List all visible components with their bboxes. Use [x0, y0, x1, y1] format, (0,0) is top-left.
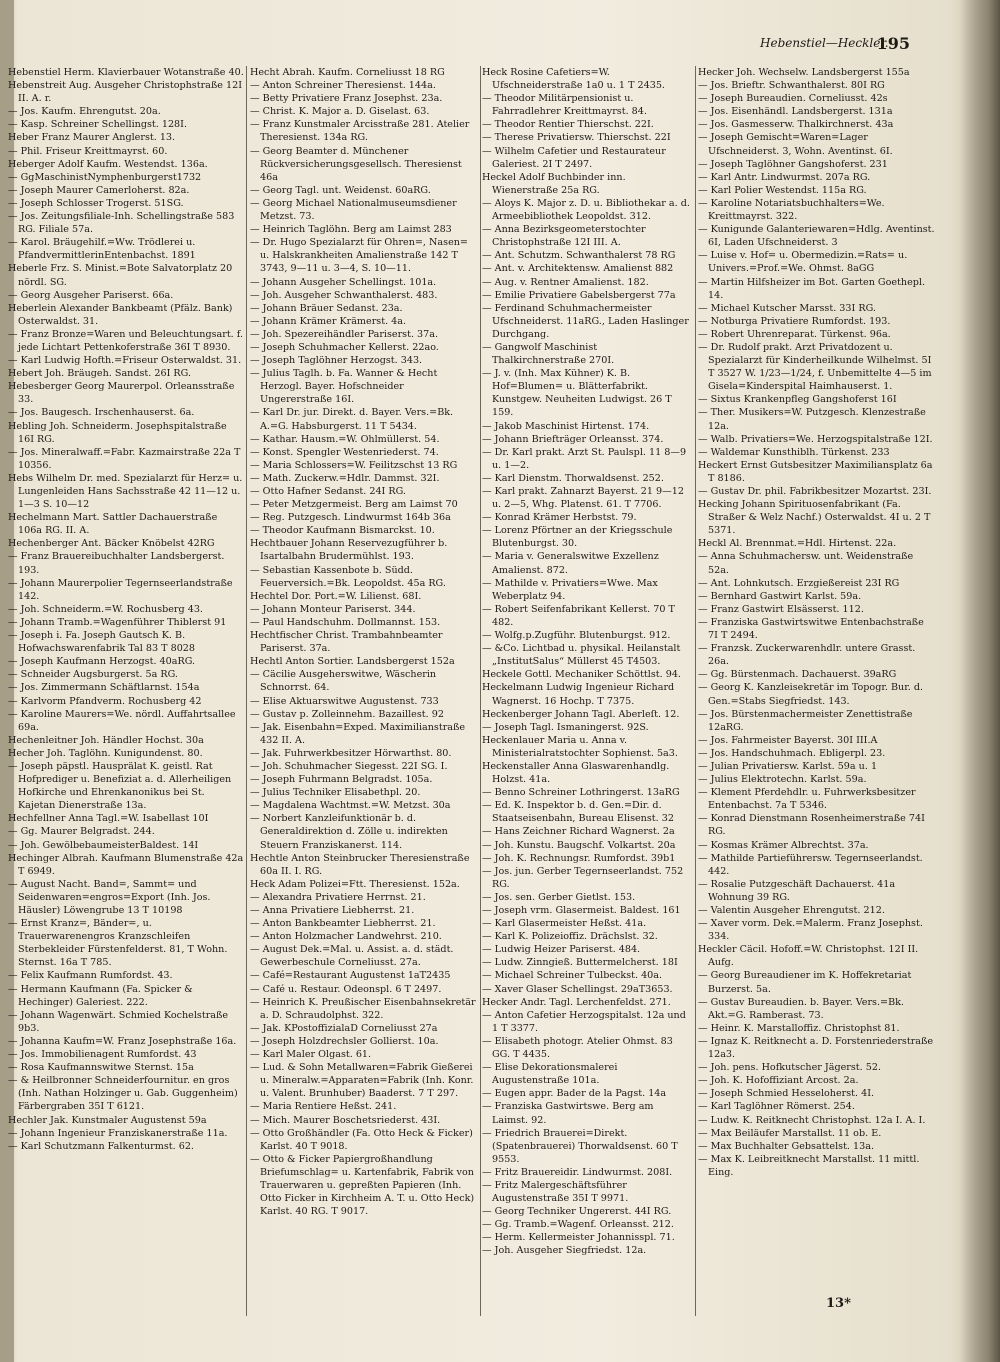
- directory-entry: Heckenstaller Anna Glaswarenhandlg. Holzst. 41a.: [482, 760, 670, 786]
- directory-entry: — & Heilbronner Schneiderfournitur. en gros (Inh. Nathan Holzinger u. Gab. Guggenheim) Färbergraben 35I T 6121.: [8, 1075, 238, 1113]
- directory-entry: — Joh. Ausgeher Siegfriedst. 12a.: [482, 1245, 647, 1257]
- directory-entry: — Max K. Leibreitknecht Marstallst. 11 mittl. Eing.: [698, 1153, 920, 1178]
- directory-entry: — Robert Uhrenreparat. Türkenst. 96a.: [698, 328, 891, 340]
- running-title: Hebenstiel—Heckler.: [760, 36, 889, 50]
- directory-entry: — Cäcilie Ausgeherswitwe, Wäscherin Schnorrst. 64.: [250, 669, 437, 694]
- directory-entry: Hecher Joh. Taglöhn. Kunigundenst. 80.: [8, 747, 203, 759]
- directory-entry: Heckenberger Johann Tagl. Aberleſt. 12.: [482, 708, 680, 720]
- directory-entry: — Georg Tagl. unt. Weidenst. 60aRG.: [250, 184, 431, 196]
- directory-entry: — Ant. Lohnkutsch. Erzgießereist 23I RG: [698, 577, 900, 589]
- directory-entry: — Maria Schlossers=W. Feilitzschst 13 RG: [250, 459, 458, 471]
- directory-entry: Heckel Adolf Buchbinder inn. Wienerstraße 25a RG.: [482, 171, 626, 196]
- directory-entry: — Xaver Glaser Schellingst. 29aT3653.: [482, 983, 673, 995]
- directory-entry: Hecker Joh. Wechselw. Landsbergerst 155a: [698, 67, 910, 78]
- directory-entry: — Wilhelm Cafetier und Restaurateur Galeriest. 2I T 2497.: [482, 145, 666, 170]
- directory-entry: — Ferdinand Schuhmachermeister Ufschneiderst. 11aRG., Laden Haslinger Durchgang.: [482, 302, 689, 340]
- directory-entry: Heberger Adolf Kaufm. Westendst. 136a.: [8, 158, 208, 170]
- directory-entry: — Ed. K. Inspektor b. d. Gen.=Dir. d. Staatseisenbahn, Bureau Elisenst. 32: [482, 800, 674, 825]
- directory-entry: — Math. Zuckerw.=Hdlr. Dammst. 32I.: [250, 472, 440, 484]
- directory-entry: Hechtbauer Johann Reservezugführer b. Isartalbahn Brudermühlst. 193.: [250, 538, 448, 563]
- directory-entry: — Franz Brauereibuchhalter Landsbergerst. 193.: [8, 551, 225, 576]
- directory-entry: — Karl prakt. Zahnarzt Bayerst. 21 9—12 u. 2—5, Whg. Platenst. 61. T 7706.: [482, 486, 684, 511]
- directory-entry: — Joh. Schneiderm.=W. Rochusberg 43.: [8, 603, 203, 615]
- directory-entry: — Mathilde Partieführersw. Tegernseerlandst. 442.: [698, 852, 923, 877]
- directory-entry: — Anna Bezirksgeometerstochter Christophstraße 12I III. A.: [482, 224, 646, 249]
- directory-entry: — Ant. Schutzm. Schwanthalerst 78 RG: [482, 250, 676, 262]
- directory-entry: — Anton Bankbeamter Liebherrst. 21.: [250, 918, 436, 930]
- directory-entry: — Johann Wagenwärt. Schmied Kochelstraße 9b3.: [8, 1009, 229, 1034]
- directory-entry: — Anton Holzmacher Landwehrst. 210.: [250, 931, 442, 943]
- directory-entry: — Karl Antr. Lindwurmst. 207a RG.: [698, 171, 871, 183]
- directory-entry: — Franziska Gastwirtswitwe Entenbachstraße 7I T 2494.: [698, 616, 924, 642]
- directory-entry: — Rosalie Putzgeschäft Dachauerst. 41a Wohnung 39 RG.: [698, 878, 896, 903]
- directory-entry: — Joseph Bureaudien. Corneliusst. 42s: [698, 93, 888, 105]
- directory-entry: Hecht Abrah. Kaufm. Corneliusst 18 RG: [250, 67, 445, 78]
- directory-entry: — Jos. Gasmesserw. Thalkirchnerst. 43a: [698, 119, 894, 131]
- directory-entry: — Karl Dienstm. Thorwaldsenst. 252.: [482, 472, 664, 484]
- directory-entry: — Herm. Kellermeister Johannisspl. 71.: [482, 1232, 675, 1244]
- directory-entry: — Joseph Holzdrechsler Gollierst. 10a.: [250, 1035, 439, 1047]
- directory-entry: — Betty Privatiere Franz Josephst. 23a.: [250, 93, 443, 105]
- directory-entry: — Mathilde v. Privatiers=Wwe. Max Weberplatz 94.: [482, 577, 658, 602]
- directory-entry: — Jos. Brieftr. Schwanthalerst. 80I RG: [698, 80, 885, 92]
- directory-entry: — Dr. Rudolf prakt. Arzt Privatdozent u. Spezialarzt für Kinderheilkunde Wilhelmst. 5I T 3527 W. 1/23—1/24, f. Unbemittelte 4—5 im Gisela=Kinderspital Haimhauserst. 1.: [698, 341, 932, 393]
- directory-entry: — Jos. Zeitungsfiliale-Inh. Schellingstraße 583 RG. Filiale 57a.: [8, 211, 235, 236]
- directory-entry: Hechtel Dor. Port.=W. Lilienst. 68I.: [250, 590, 422, 602]
- signature-mark: 13*: [826, 1296, 851, 1311]
- directory-entry: — Jos. Fahrmeister Bayerst. 30I III.A: [698, 734, 878, 746]
- directory-entry: — Joseph Tagl. Ismaningerst. 92S.: [482, 721, 649, 733]
- directory-entry: — Johann Monteur Pariserst. 344.: [250, 603, 416, 615]
- directory-entry: — Ludw. Zinngieß. Buttermelcherst. 18I: [482, 957, 678, 969]
- directory-entry: — Gustav p. Zolleinnehm. Bazaillest. 92: [250, 708, 444, 720]
- directory-entry: — Café=Restaurant Augustenst 1aT2435: [250, 970, 451, 982]
- directory-entry: — Franz Gastwirt Elsässerst. 112.: [698, 603, 864, 615]
- directory-entry: — Johann Briefträger Orleansst. 374.: [482, 433, 664, 445]
- directory-entry: — Joseph Maurer Camerloherst. 82a.: [8, 184, 190, 196]
- directory-entry: — Martin Hilfsheizer im Bot. Garten Goethepl. 14.: [698, 276, 926, 301]
- directory-entry: — Anna Schuhmachersw. unt. Weidenstraße 52a.: [698, 551, 914, 576]
- directory-entry: — Waldemar Kunsthiblh. Türkenst. 233: [698, 446, 890, 458]
- directory-entry: — Joh. GewölbebaumeisterBaldest. 14I: [8, 839, 199, 851]
- directory-entry: — Karl Taglöhner Römerst. 254.: [698, 1101, 855, 1113]
- directory-entry: — Theodor Rentier Thierschst. 22I.: [482, 119, 654, 131]
- directory-entry: — Anton Schreiner Theresienst. 144a.: [250, 80, 436, 92]
- directory-entry: — Kunigunde Galanteriewaren=Hdlg. Aventinst. 6I, Laden Ufschneiderst. 3: [698, 224, 935, 249]
- directory-entry: — Ludwig Heizer Pariserst. 484.: [482, 944, 641, 956]
- directory-entry: Hechler Jak. Kunstmaler Augustenst 59a: [8, 1114, 207, 1126]
- directory-entry: — Benno Schreiner Lothringerst. 13aRG: [482, 787, 680, 799]
- directory-entry: — Karoline Notariatsbuchhalters=We. Kreittmayrst. 322.: [698, 197, 885, 223]
- directory-entry: — Michael Kutscher Marsst. 33I RG.: [698, 302, 876, 314]
- directory-entry: — Peter Metzgermeist. Berg am Laimst 70: [250, 499, 458, 511]
- directory-entry: — Jos. Bürstenmachermeister Zenettistraße 12aRG.: [698, 708, 913, 733]
- directory-entry: — Gg. Bürstenmach. Dachauerst. 39aRG: [698, 669, 897, 681]
- column-rule: [480, 66, 481, 1316]
- directory-entry: — Gg. Tramb.=Wagenf. Orleansst. 212.: [482, 1219, 674, 1231]
- directory-entry: — Joh. Ausgeher Schwanthalerst. 483.: [250, 289, 438, 301]
- page-header: [760, 36, 910, 56]
- directory-entry: — Konrad Dienstmann Rosenheimerstraße 74I RG.: [698, 813, 925, 838]
- directory-entry: — Georg Beamter d. Münchener Rückversicherungsgesellsch. Theresienst 46a: [250, 145, 462, 183]
- directory-entry: — Theodor Kaufmann Bismarckst. 10.: [250, 525, 435, 537]
- directory-entry: — Joh. Kunstu. Baugschf. Volkartst. 20a: [482, 839, 676, 851]
- directory-entry: — Notburga Privatiere Rumfordst. 193.: [698, 315, 891, 327]
- directory-entry: — Otto Hafner Sedanst. 24I RG.: [250, 486, 406, 497]
- directory-entry: Heberle Frz. S. Minist.=Bote Salvatorplatz 20 nördl. SG.: [8, 263, 233, 288]
- directory-entry: — Joseph Taglöhner Herzogst. 343.: [250, 355, 423, 367]
- directory-entry: — Anton Cafetier Herzogspitalst. 12a und 1 T 3377.: [482, 1009, 686, 1034]
- directory-entry: — Reg. Putzgesch. Lindwurmst 164b 36a: [250, 512, 451, 524]
- directory-entry: — Franz Kunstmaler Arcisstraße 281. Atelier Theresienst. 134a RG.: [250, 119, 470, 144]
- directory-entry: Hechtfischer Christ. Trambahnbeamter Pariserst. 37a.: [250, 630, 443, 655]
- directory-entry: — Karl Maler Olgast. 61.: [250, 1049, 372, 1061]
- directory-entry: — Heinrich K. Preußischer Eisenbahnsekretär a. D. Schraudolphst. 322.: [250, 996, 476, 1021]
- directory-entry: — Joseph Fuhrmann Belgradst. 105a.: [250, 774, 433, 786]
- directory-entry: — Ther. Musikers=W. Putzgesch. Klenzestraße 12a.: [698, 407, 926, 432]
- directory-entry: — Konst. Spengler Westenriederst. 74.: [250, 446, 439, 458]
- directory-entry: Hechenleitner Joh. Händler Hochst. 30a: [8, 734, 204, 746]
- directory-entry: — Karl Dr. jur. Direkt. d. Bayer. Vers.=Bk. A.=G. Habsburgerst. 11 T 5434.: [250, 407, 454, 432]
- directory-entry: Heckenlauer Maria u. Anna v. Ministerialratstochter Sophienst. 5a3.: [482, 734, 678, 759]
- directory-entry: — Sixtus Krankenpfleg Gangshoferst 16I: [698, 394, 897, 406]
- directory-entry: — Dr. Karl prakt. Arzt St. Paulspl. 11 8—9 u. 1—2.: [482, 446, 687, 471]
- directory-entry: — Joh. K. Hofoffiziant Arcost. 2a.: [698, 1075, 859, 1087]
- directory-entry: Heck Adam Polizei=Ftt. Theresienst. 152a.: [250, 878, 460, 890]
- directory-entry: Heckele Gottl. Mechaniker Schöttlst. 94.: [482, 669, 681, 681]
- directory-entry: — Konrad Krämer Herbstst. 79.: [482, 512, 637, 524]
- directory-entry: Hechenberger Ant. Bäcker Knöbelst 42RG: [8, 538, 215, 550]
- directory-entry: — Elise Aktuarswitwe Augustenst. 733: [250, 695, 439, 707]
- directory-entry: — Karl Ludwig Hofth.=Friseur Osterwaldst. 31.: [8, 355, 242, 367]
- directory-entry: Heckert Ernst Gutsbesitzer Maximiliansplatz 6a T 8186.: [698, 459, 933, 484]
- directory-entry: — Fritz Brauereidir. Lindwurmst. 208I.: [482, 1166, 673, 1178]
- directory-entry: — Paul Handschuhm. Dollmannst. 153.: [250, 616, 441, 628]
- directory-entry: — Georg Michael Nationalmuseumsdiener Metzst. 73.: [250, 197, 457, 223]
- directory-entry: — Georg Techniker Ungererst. 44I RG.: [482, 1206, 672, 1218]
- directory-entry: — Johann Maurerpolier Tegernseerlandstraße 142.: [8, 577, 233, 602]
- directory-entry: — Xaver vorm. Dek.=Malerm. Franz Josephst. 334.: [698, 918, 923, 943]
- directory-entry: — Julian Privatiersw. Karlst. 59a u. 1: [698, 760, 878, 772]
- directory-entry: Hebs Wilhelm Dr. med. Spezialarzt für Herz= u. Lungenleiden Hans Sachsstraße 42 11—12 u. 1—3 S. 10—12: [8, 472, 243, 511]
- directory-entry: — Christ. K. Major a. D. Giselast. 63.: [250, 106, 430, 118]
- directory-entry: — Johann Ingenieur Franziskanerstraße 11a.: [8, 1127, 228, 1139]
- directory-entry: Heckelmann Ludwig Ingenieur Richard Wagnerst. 16 Hochp. T 7375.: [482, 682, 675, 707]
- directory-entry: — Elisabeth photogr. Atelier Ohmst. 83 GG. T 4435.: [482, 1035, 673, 1061]
- directory-entry: — Phil. Friseur Kreittmayrst. 60.: [8, 145, 168, 157]
- directory-entry: — Joh. K. Rechnungsr. Rumfordst. 39b1: [482, 852, 676, 864]
- directory-entry: — Heinr. K. Marstalloffiz. Christophst 81.: [698, 1022, 900, 1034]
- directory-entry: — Joseph i. Fa. Joseph Gautsch K. B. Hofwachswarenfabrik Tal 83 T 8028: [8, 630, 196, 655]
- directory-entry: — Jos. Mineralwaff.=Fabr. Kazmairstraße 22a T 10356.: [8, 446, 241, 471]
- column-4: [698, 66, 936, 1316]
- directory-entry: — Julius Elektrotechn. Karlst. 59a.: [698, 774, 867, 786]
- directory-entry: Heck Rosine Cafetiers=W. Ufschneiderstraße 1a0 u. 1 T 2435.: [482, 67, 665, 92]
- directory-entry: — Hans Zeichner Richard Wagnerst. 2a: [482, 826, 675, 838]
- directory-entry: — Joseph Schlosser Trogerst. 51SG.: [8, 197, 184, 209]
- directory-entry: — Karl Glasermeister Heßst. 41a.: [482, 918, 647, 930]
- directory-entry: — Mich. Maurer Boschetsriederst. 43I.: [250, 1114, 441, 1126]
- directory-entry: — Joseph vrm. Glasermeist. Baldest. 161: [482, 905, 681, 916]
- directory-entry: — August Dek.=Mal. u. Assist. a. d. städt. Gewerbeschule Corneliusst. 27a.: [250, 944, 454, 969]
- directory-entry: — Jos. Zimmermann Schäftlarnst. 154a: [8, 682, 200, 694]
- directory-entry: — Heinrich Taglöhn. Berg am Laimst 283: [250, 224, 452, 236]
- page-edge-shadow: [960, 0, 1000, 1362]
- directory-entry: — Karl K. Polizeioffiz. Drächslst. 32.: [482, 931, 658, 943]
- directory-entry: — Jak. Eisenbahn=Exped. Maximilianstraße 432 II. A.: [250, 721, 466, 746]
- directory-entry: — Felix Kaufmann Rumfordst. 43.: [8, 970, 173, 982]
- directory-entry: Hechfellner Anna Tagl.=W. Isabellast 10I: [8, 813, 209, 825]
- column-1: [8, 66, 244, 1316]
- directory-entry: — Robert Seifenfabrikant Kellerst. 70 T 482.: [482, 603, 675, 628]
- directory-entry: — Bernhard Gastwirt Karlst. 59a.: [698, 590, 862, 602]
- directory-entry: — Ludw. K. Reitknecht Christophst. 12a I. A. I.: [698, 1114, 926, 1126]
- directory-entry: — Walb. Privatiers=We. Herzogspitalstraße 12I.: [698, 433, 933, 445]
- directory-entry: — Julius Techniker Elisabethpl. 20.: [250, 787, 421, 799]
- directory-entry: — Karl Schutzmann Falkenturmst. 62.: [8, 1140, 194, 1152]
- directory-entry: Hechelmann Mart. Sattler Dachauerstraße 106a RG. II. A.: [8, 512, 218, 537]
- directory-entry: — Jos. Baugesch. Irschenhauserst. 6a.: [8, 407, 195, 419]
- directory-entry: — Franziska Gastwirtswe. Berg am Laimst. 92.: [482, 1101, 654, 1126]
- directory-entry: — Sebastian Kassenbote b. Südd. Feuerversich.=Bk. Leopoldst. 45a RG.: [250, 564, 446, 589]
- directory-entry: — Kathar. Hausm.=W. Ohlmüllerst. 54.: [250, 433, 440, 445]
- column-rule: [246, 66, 247, 1316]
- column-2: [250, 66, 478, 1316]
- directory-entry: — Jos. jun. Gerber Tegernseerlandst. 752 RG.: [482, 865, 684, 890]
- column-rule: [695, 66, 696, 1316]
- directory-entry: — Jak. KPostoffizialaD Corneliusst 27a: [250, 1022, 438, 1034]
- directory-entry: Hebert Joh. Bräugeh. Sandst. 26I RG.: [8, 368, 192, 380]
- directory-entry: — Jakob Maschinist Hirtenst. 174.: [482, 420, 650, 432]
- directory-entry: — Kasp. Schreiner Schellingst. 128I.: [8, 119, 187, 131]
- directory-entry: — Karlvorm Pfandverm. Rochusberg 42: [8, 695, 202, 707]
- directory-entry: — Therese Privatiersw. Thierschst. 22I: [482, 132, 671, 144]
- directory-entry: — Georg K. Kanzleisekretär im Topogr. Bur. d. Gen.=Stabs Siegfriedst. 143.: [698, 682, 924, 707]
- directory-entry: — Schneider Augsburgerst. 5a RG.: [8, 669, 178, 681]
- directory-entry: Hebenstiel Herm. Klavierbauer Wotanstraße 40.: [8, 67, 244, 78]
- directory-entry: — Otto Großhändler (Fa. Otto Heck & Ficker) Karlst. 40 T 9018.: [250, 1127, 473, 1152]
- directory-entry: — Café u. Restaur. Odeonspl. 6 T 2497.: [250, 983, 442, 995]
- directory-entry: — Karol. Bräugehilf.=Ww. Trödlerei u. PfandvermittlerinEntenbachst. 1891: [8, 237, 196, 262]
- directory-entry: — Rosa Kaufmannswitwe Sternst. 15a: [8, 1062, 194, 1074]
- directory-entry: — Kosmas Krämer Albrechtst. 37a.: [698, 839, 869, 851]
- directory-entry: Heckl Al. Brennmat.=Hdl. Hirtenst. 22a.: [698, 538, 897, 550]
- directory-entry: — Joseph Gemischt=Waren=Lager Ufschneiderst. 3, Wohn. Aventinst. 6I.: [698, 132, 893, 157]
- directory-entry: Hebenstreit Aug. Ausgeher Christophstraße 12I II. A. r.: [8, 80, 243, 105]
- directory-entry: — Joseph Schuhmacher Kellerst. 22ao.: [250, 341, 439, 353]
- directory-entry: — Friedrich Brauerei=Direkt. (Spatenbrauerei) Thorwaldsenst. 60 T 9553.: [482, 1127, 678, 1165]
- directory-entry: — Franz Bronze=Waren und Beleuchtungsart. f. jede Lichtart Pettenkoferstraße 36I T 8930.: [8, 328, 244, 353]
- directory-entry: — Georg Ausgeher Pariserst. 66a.: [8, 289, 174, 301]
- directory-entry: — Eugen appr. Bader de la Pagst. 14a: [482, 1088, 667, 1100]
- directory-entry: Hebesberger Georg Maurerpol. Orleansstraße 33.: [8, 381, 235, 406]
- directory-entry: — GgMaschinistNymphenburgerst1732: [8, 171, 202, 183]
- directory-entry: — Elise Dekorationsmalerei Augustenstraße 101a.: [482, 1062, 618, 1087]
- page-number: 195: [876, 34, 910, 53]
- directory-entry: — Gangwolf Maschinist Thalkirchnerstraße 270I.: [482, 341, 615, 367]
- directory-entry: Hecking Johann Spirituosenfabrikant (Fa. Straßer & Welz Nachf.) Osterwaldst. 4I u. 2 T 5371.: [698, 499, 931, 537]
- directory-entry: — Aug. v. Rentner Amalienst. 182.: [482, 276, 649, 288]
- directory-entry: — Ignaz K. Reitknecht a. D. Forstenriederstraße 12a3.: [698, 1035, 934, 1061]
- directory-entry: — Georg Bureaudiener im K. Hoffekretariat Burzerst. 5a.: [698, 970, 912, 995]
- directory-entry: — Joseph Schmied Hesseloherst. 4I.: [698, 1088, 875, 1100]
- directory-entry: — Johann Tramb.=Wagenführer Thiblerst 91: [8, 616, 227, 628]
- directory-entry: — August Nacht. Band=, Sammt= und Seidenwaren=engros=Export (Inh. Jos. Häusler) Löwengrube 13 T 10198: [8, 878, 211, 916]
- directory-entry: — Aloys K. Major z. D. u. Bibliothekar a. d. Armeebibliothek Leopoldst. 312.: [482, 197, 690, 223]
- directory-entry: — Lorenz Pförtner an der Kriegsschule Blutenburgst. 30.: [482, 525, 673, 550]
- directory-entry: — Joseph Taglöhner Gangshoferst. 231: [698, 158, 888, 170]
- directory-entry: — Johann Ausgeher Schellingst. 101a.: [250, 276, 437, 288]
- directory-entry: Heber Franz Maurer Anglerst. 13.: [8, 132, 176, 144]
- directory-entry: Heckler Cäcil. Hofoff.=W. Christophst. 12I II. Aufg.: [698, 944, 919, 969]
- directory-entry: — Joseph päpstl. Hausprälat K. geistl. Rat Hofprediger u. Benefiziat a. d. Allerheiligen Hofkirche und Ehrenkanonikus bei St. Kajetan Dienerstraße 13a.: [8, 760, 232, 812]
- directory-entry: — Max Buchhalter Gebsattelst. 13a.: [698, 1140, 874, 1152]
- directory-entry: — Luise v. Hof= u. Obermedizin.=Rats= u. Univers.=Prof.=We. Ohmst. 8aGG: [698, 250, 908, 275]
- column-3: [482, 66, 692, 1316]
- directory-entry: — Ernst Kranz=, Bänder=, u. Trauerwarenengros Kranzschleifen Sterbekleider Fürstenfelderst. 81, T Wohn. Sternst. 16a T 785.: [8, 918, 228, 969]
- directory-entry: — Karl Polier Westendst. 115a RG.: [698, 184, 867, 196]
- directory-entry: — Joh. pens. Hofkutscher Jägerst. 52.: [698, 1062, 881, 1074]
- directory-entry: — J. v. (Inh. Max Kühner) K. B. Hof=Blumen= u. Blätterfabrikt. Kunstgew. Neuheiten Ludwigst. 26 T 159.: [482, 368, 672, 419]
- directory-entry: — Lud. & Sohn Metallwaren=Fabrik Gießerei u. Mineralw.=Apparaten=Fabrik (Inh. Konr. u. Valent. Brunhuber) Baaderst. 7 T 297.: [250, 1062, 474, 1100]
- directory-entry: — Jos. Kaufm. Ehrengutst. 20a.: [8, 106, 161, 118]
- directory-entry: Hechtle Anton Steinbrucker Theresienstraße 60a II. I. RG.: [250, 852, 470, 877]
- directory-entry: — Valentin Ausgeher Ehrengutst. 212.: [698, 905, 885, 916]
- directory-entry: — Johann Bräuer Sedanst. 23a.: [250, 302, 403, 314]
- directory-entry: Hebling Joh. Schneiderm. Josephspitalstraße 16I RG.: [8, 420, 227, 445]
- directory-entry: — Gustav Bureaudien. b. Bayer. Vers.=Bk. Akt.=G. Ramberast. 73.: [698, 996, 904, 1021]
- directory-entry: — Magdalena Wachtmst.=W. Metzst. 30a: [250, 800, 451, 812]
- directory-entry: — Anna Privatiere Liebherrst. 21.: [250, 905, 415, 916]
- directory-entry: — Gg. Maurer Belgradst. 244.: [8, 826, 155, 838]
- directory-entry: — Norbert Kanzleifunktionär b. d. Generaldirektion d. Zölle u. indirekten Steuern Franziskanerst. 114.: [250, 813, 448, 851]
- directory-entry: — Otto & Ficker Papiergroßhandlung Briefumschlag= u. Kartenfabrik, Fabrik von Trauerwaren u. gepreßten Papieren (Inh. Otto Ficker in Kirchheim A. T. u. Otto Heck) Karlst. 40 RG. T 9017.: [250, 1153, 475, 1218]
- directory-entry: — Wolfg.p.Zugführ. Blutenburgst. 912.: [482, 630, 671, 642]
- directory-entry: — Johann Krämer Krämerst. 4a.: [250, 315, 407, 327]
- directory-entry: — Dr. Hugo Spezialarzt für Ohren=, Nasen= u. Halskrankheiten Amalienstraße 142 T 3743, 9—11 u. 3—4, S. 10—11.: [250, 237, 468, 275]
- directory-entry: — Hermann Kaufmann (Fa. Spicker & Hechinger) Galeriest. 222.: [8, 983, 193, 1008]
- directory-entry: — Joh. Schuhmacher Siegesst. 22I SG. I.: [250, 760, 448, 772]
- directory-entry: Hechtl Anton Sortier. Landsbergerst 152a: [250, 656, 455, 668]
- directory-entry: — Maria Rentiere Heßst. 241.: [250, 1101, 397, 1113]
- directory-entry: — Gustav Dr. phil. Fabrikbesitzer Mozartst. 23I.: [698, 486, 932, 497]
- directory-entry: — Klement Pferdehdlr. u. Fuhrwerksbesitzer Entenbachst. 7a T 5346.: [698, 787, 916, 812]
- directory-entry: — Joh. Spezereihändler Pariserst. 37a.: [250, 328, 439, 340]
- directory-entry: — Jak. Fuhrwerkbesitzer Hörwarthst. 80.: [250, 747, 452, 759]
- directory-entry: — Jos. Immobilienagent Rumfordst. 43: [8, 1049, 197, 1061]
- directory-entry: — Franzsk. Zuckerwarenhdlr. untere Grasst. 26a.: [698, 643, 916, 668]
- directory-entry: — Emilie Privatiere Gabelsbergerst 77a: [482, 289, 676, 301]
- directory-entry: — Fritz Malergeschäftsführer Augustenstraße 35I T 9971.: [482, 1179, 629, 1205]
- directory-entry: — Jos. sen. Gerber Gietlst. 153.: [482, 891, 636, 903]
- directory-entry: — Jos. Handschuhmach. Ebligerpl. 23.: [698, 747, 886, 759]
- directory-entry: — Theodor Militärpensionist u. Fahrradlehrer Kreittmayrst. 84.: [482, 93, 647, 118]
- directory-entry: — Alexandra Privatiere Herrnst. 21.: [250, 891, 426, 903]
- directory-entry: — Joseph Kaufmann Herzogst. 40aRG.: [8, 656, 196, 668]
- directory-entry: — Max Beiläufer Marstallst. 11 ob. E.: [698, 1127, 882, 1139]
- directory-entry: — Johanna Kaufm=W. Franz Josephstraße 16a.: [8, 1035, 237, 1047]
- directory-entry: — Jos. Eisenhändl. Landsbergerst. 131a: [698, 106, 893, 118]
- directory-entry: Hechinger Albrah. Kaufmann Blumenstraße 42a T 6949.: [8, 852, 244, 877]
- directory-entry: Heberlein Alexander Bankbeamt (Pfälz. Bank) Osterwaldst. 31.: [8, 302, 233, 327]
- directory-entry: — Ant. v. Architektensw. Amalienst 882: [482, 263, 674, 275]
- directory-entry: — Michael Schreiner Tulbeckst. 40a.: [482, 970, 663, 982]
- directory-entry: Hecker Andr. Tagl. Lerchenfeldst. 271.: [482, 996, 671, 1008]
- directory-entry: — &Co. Lichtbad u. physikal. Heilanstalt „InstitutSalus“ Müllerst 45 T4503.: [482, 643, 681, 668]
- directory-entry: — Julius Taglh. b. Fa. Wanner & Hecht Herzogl. Bayer. Hofschneider Ungererstraße 16I.: [250, 368, 438, 406]
- directory-entry: — Maria v. Generalswitwe Exzellenz Amalienst. 872.: [482, 551, 659, 576]
- directory-entry: — Karoline Maurers=We. nördl. Auffahrtsallee 69a.: [8, 708, 236, 733]
